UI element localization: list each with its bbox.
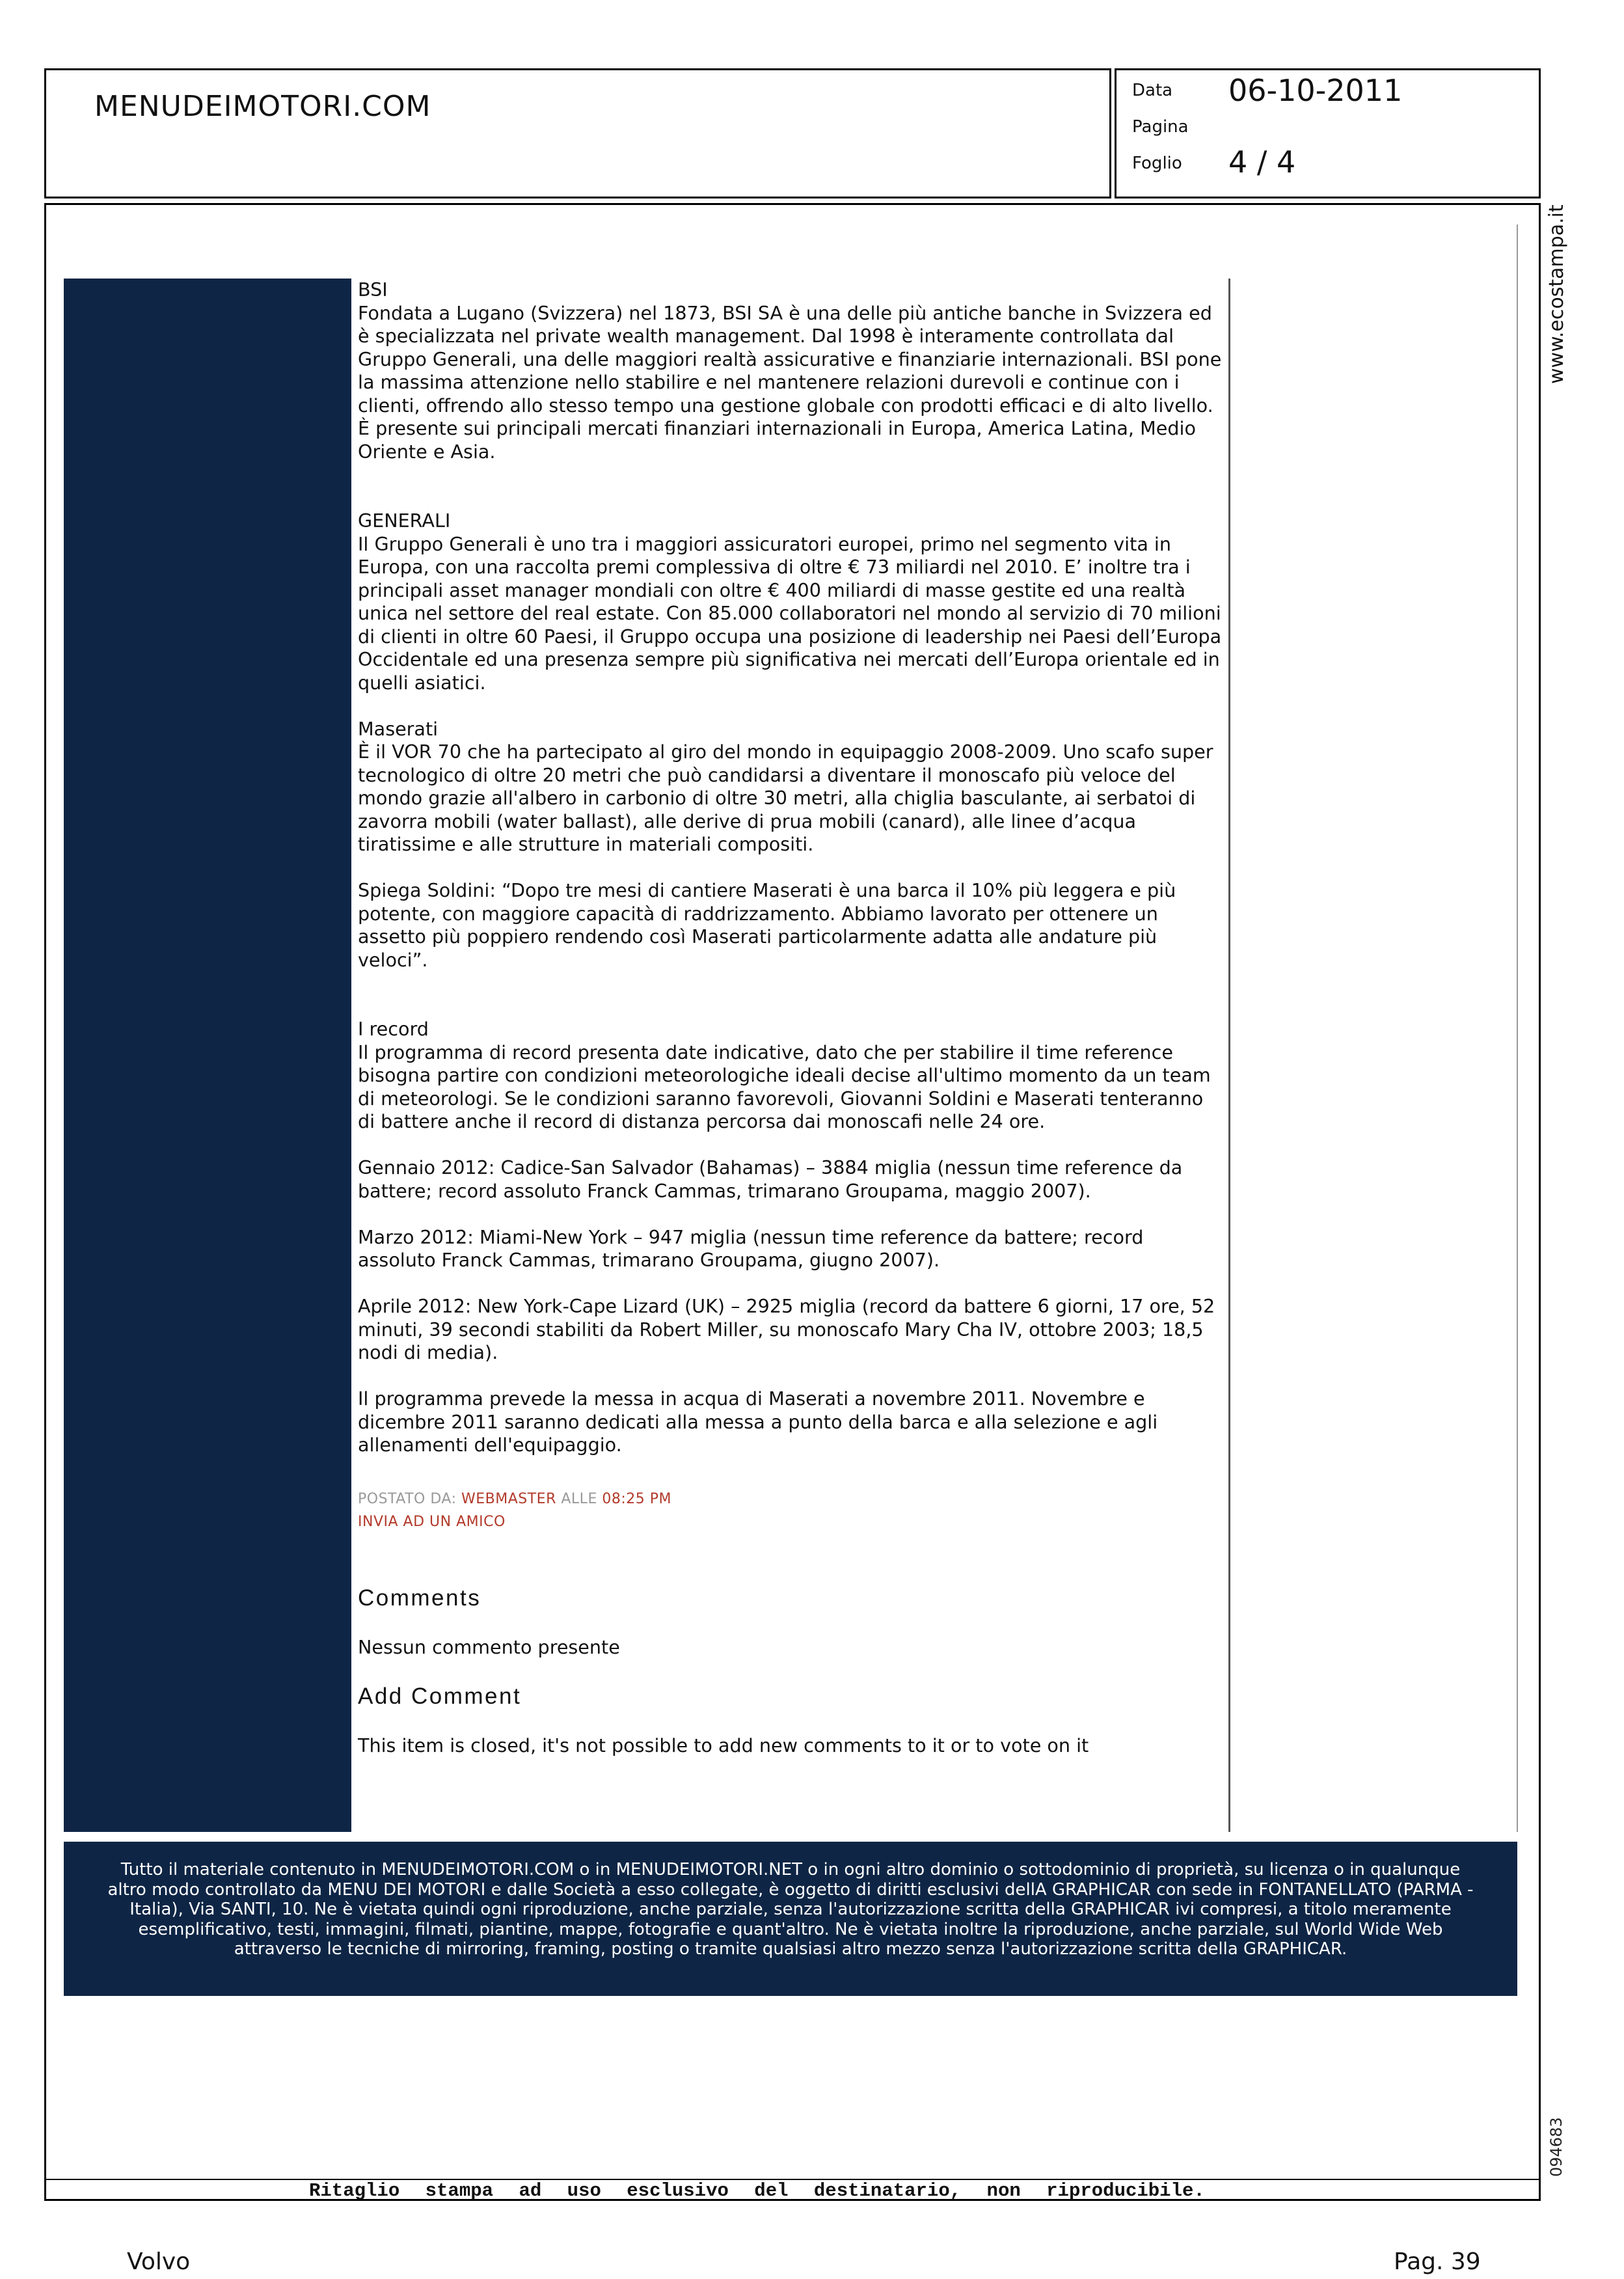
comments-heading: Comments [358, 1585, 481, 1611]
posted-author-link[interactable]: WEBMASTER [461, 1491, 556, 1507]
foglio-value: 4 / 4 [1228, 144, 1296, 180]
paragraph-generali: Il Gruppo Generali è uno tra i maggiori assicuratori europei, primo nel segmento vita in Europa, con una raccolta premi complessiva di oltre € 73 miliardi nel 2010. E’ inoltre tra i principali asset manager mondiali con oltre € 400 miliardi di masse gestite ed una realtà unica nel settore del real estate. Con 85.000 collaboratori nel mondo al servizio di 70 milioni di clienti in oltre 60 Paesi, il Gruppo occupa una posizione di leadership nei Paesi dell’Europa Occidentale ed una presenza sempre più significativa nei mercati dell’Europa orientale ed in quelli asiatici. [358, 532, 1222, 694]
send-to-friend-link[interactable]: INVIA AD UN AMICO [358, 1514, 506, 1530]
section-title-bsi: BSI [358, 279, 388, 301]
site-name: MENUDEIMOTORI.COM [94, 90, 431, 123]
clipping-note: Ritaglio stampa ad uso esclusivo del destinatario, non riproducibile. [309, 2180, 1205, 2202]
paragraph-gennaio: Gennaio 2012: Cadice-San Salvador (Bahamas) – 3884 miglia (nessun time reference da battere; record assoluto Franck Cammas, trimarano Groupama, maggio 2007). [358, 1156, 1183, 1202]
paragraph-soldini-quote: Spiega Soldini: “Dopo tre mesi di cantiere Maserati è una barca il 10% più leggera e più potente, con maggiore capacità di raddrizzamento. Abbiamo lavorato per ottenere un assetto più poppiero rendendo così Maserati particolarmente adatta alle andature più veloci”. [358, 879, 1176, 971]
page-footer-left: Volvo [127, 2248, 191, 2275]
posted-alle: ALLE [561, 1491, 597, 1507]
paragraph-bsi: Fondata a Lugano (Svizzera) nel 1873, BSI SA è una delle più antiche banche in Svizzera ed è specializzata nel private wealth management. Dal 1998 è interamente controllata dal Gruppo Generali, una delle maggiori realtà assicurative e finanziarie internazionali. BSI pone la massima attenzione nello stabilire e nel mantenere relazioni durevoli e continue con i clienti, offrendo allo stesso tempo una gestione globale con prodotti efficaci e di alto livello. È presente sui principali mercati finanziari internazionali in Europa, America Latina, Medio Oriente e Asia. [358, 301, 1222, 463]
page-footer-right: Pag. 39 [1394, 2248, 1481, 2275]
copyright-notice: Tutto il materiale contenuto in MENUDEIMOTORI.COM o in MENUDEIMOTORI.NET o in ogni altro dominio o sottodominio di proprietà, su licenza o in qualunque altro modo controllato da MENU DEI MOTORI e dalle Società a esso collegate, è oggetto di diritti esclusivi dellA GRAPHICAR con sede in FONTANELLATO (PARMA - Italia), Via SANTI, 10. Ne è vietata quindi ogni riproduzione, anche parziale, senza l'autorizzazione scritta della GRAPHICAR ivi compresi, a titolo meramente esemplificativo, testi, immagini, filmati, piantine, mappe, fotografie e quant'altro. Ne è vietata inoltre la riproduzione, anche parziale, sul World Wide Web attraverso le tecniche di mirroring, framing, posting o tramite qualsiasi altro mezzo senza l'autorizzazione scritta della GRAPHICAR. [64, 1842, 1517, 1996]
paragraph-programma: Il programma prevede la messa in acqua di Maserati a novembre 2011. Novembre e dicembre 2011 saranno dedicati alla messa a punto della barca e alla selezione e agli allenamenti dell'equipaggio. [358, 1387, 1158, 1456]
foglio-label: Foglio [1132, 154, 1182, 173]
data-label: Data [1132, 81, 1173, 100]
pagina-label: Pagina [1132, 117, 1189, 137]
comments-closed-text: This item is closed, it's not possible to add new comments to it or to vote on it [358, 1734, 1089, 1756]
section-title-maserati: Maserati [358, 717, 439, 740]
article-body [358, 279, 1223, 1757]
data-value: 06-10-2011 [1228, 73, 1403, 108]
side-code: 094683 [1547, 2117, 1565, 2177]
paragraph-record: Il programma di record presenta date indicative, dato che per stabilire il time reference bisogna partire con condizioni meteorologiche ideali decise all'ultimo momento da un team di meteorologi. Se le condizioni saranno favorevoli, Giovanni Soldini e Maserati tenteranno di battere anche il record di distanza percorsa dai monoscafi nelle 24 ore. [358, 1041, 1211, 1132]
right-edge-rule [1517, 225, 1518, 1832]
paragraph-maserati: È il VOR 70 che ha partecipato al giro del mondo in equipaggio 2008-2009. Uno scafo super tecnologico di oltre 20 metri che può candidarsi a diventare il monoscafo più veloce del mondo grazie all'albero in carbonio di oltre 30 metri, alla chiglia basculante, ai serbatoi di zavorra mobili (water ballast), alle derive di prua mobili (canard), alle linee d’acqua tiratissime e alle strutture in materiali compositi. [358, 741, 1213, 855]
section-title-generali: GENERALI [358, 510, 451, 532]
section-title-record: I record [358, 1018, 429, 1040]
posted-time: 08:25 PM [602, 1491, 671, 1507]
post-meta [358, 1488, 1223, 1510]
paragraph-marzo: Marzo 2012: Miami-New York – 947 miglia (nessun time reference da battere; record assoluto Franck Cammas, trimarano Groupama, giugno 2007). [358, 1225, 1144, 1271]
no-comments-text: Nessun commento presente [358, 1635, 620, 1658]
add-comment-heading: Add Comment [358, 1684, 522, 1709]
right-column-rule [1228, 279, 1230, 1832]
paragraph-aprile: Aprile 2012: New York-Cape Lizard (UK) – 2925 miglia (record da battere 6 giorni, 17 ore, 52 minuti, 39 secondi stabiliti da Robert Miller, su monoscafo Mary Cha IV, ottobre 2003; 18,5 nodi di media). [358, 1295, 1215, 1363]
posted-prefix: POSTATO DA: [358, 1491, 457, 1507]
side-url: www.ecostampa.it [1545, 204, 1568, 384]
header-title-box [44, 68, 1111, 198]
left-sidebar [64, 279, 351, 1832]
